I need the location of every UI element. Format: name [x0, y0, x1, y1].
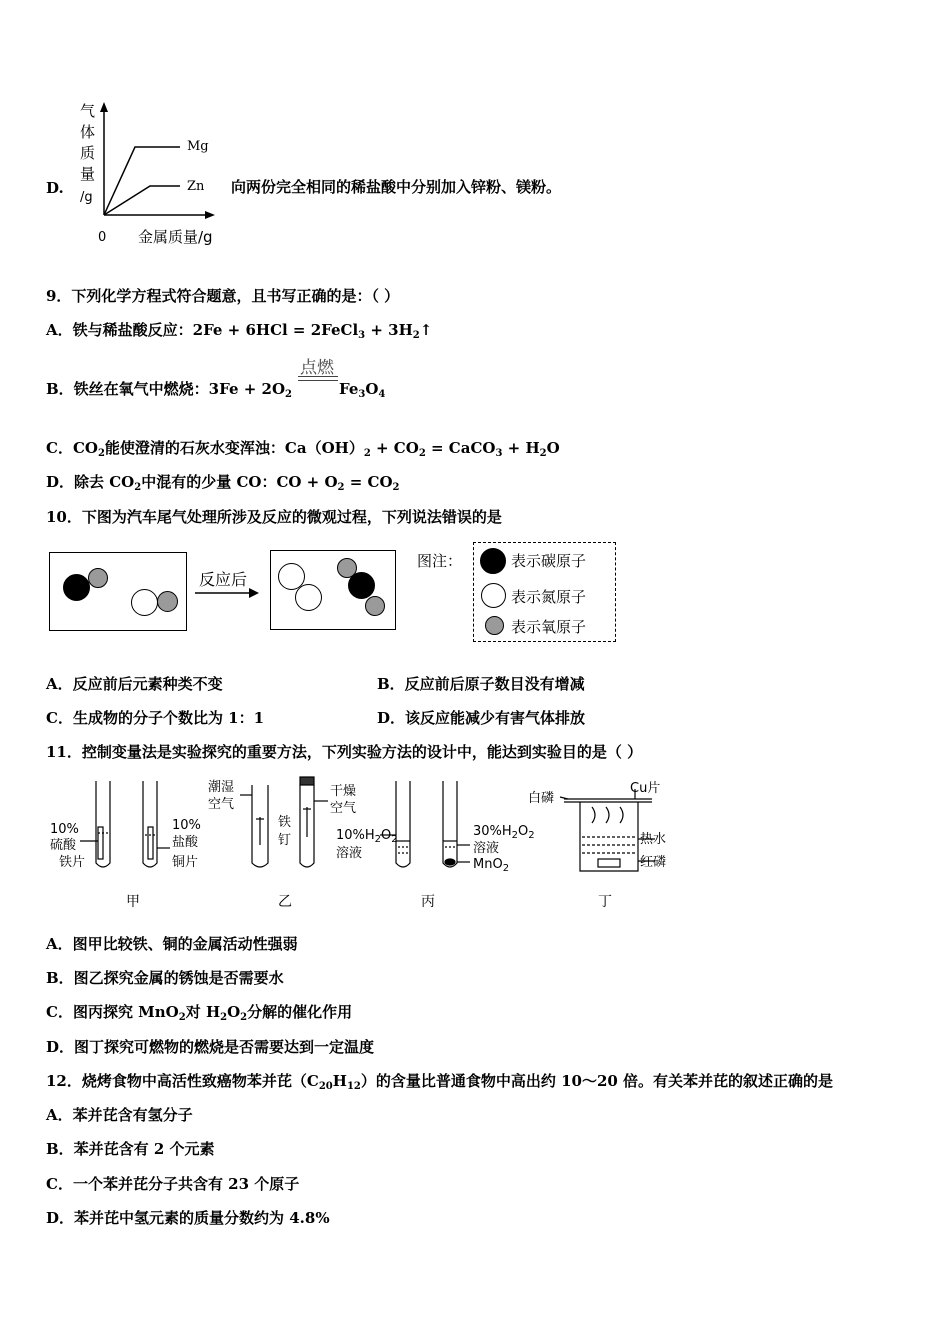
- jia-label-copper: 铜片: [172, 855, 199, 870]
- q9-b-equal-line-1: [298, 376, 338, 377]
- bing-label-right-solution: 溶液: [473, 841, 500, 856]
- after-box: [270, 550, 396, 630]
- q9-c-sub2: 2: [363, 448, 371, 459]
- q10-option-b: B．反应前后原子数目没有增减: [377, 675, 585, 693]
- q9-stem: 9．下列化学方程式符合题意，且书写正确的是：（ ）: [46, 287, 400, 305]
- yi-label-air-1: 空气: [208, 797, 235, 812]
- before-nitrogen-atom: [131, 589, 158, 616]
- yi-tube-2: [300, 777, 328, 867]
- q12-option-b: B．苯并芘含有 2 个元素: [46, 1140, 215, 1158]
- bing-label-left-h2o2: $10\%H_2O_2$: [336, 828, 398, 845]
- x-axis-arrow: [205, 211, 215, 219]
- q9-option-b: [46, 379, 292, 399]
- before-carbon-atom: [63, 574, 90, 601]
- q9-d-sub1: 2: [134, 482, 142, 493]
- q9-c-t3: = CaCO: [425, 439, 496, 457]
- q9-c-t5: O: [546, 439, 560, 457]
- y-axis-char-1: 气: [80, 102, 96, 120]
- q9-c-sub3: 2: [418, 448, 426, 459]
- mg-line: [104, 147, 180, 215]
- after-nitrogen-atom-2: [295, 584, 322, 611]
- q9-b-sub3: 4: [378, 389, 386, 400]
- legend-nitrogen-text: 表示氮原子: [511, 588, 587, 606]
- jia-label-hcl-conc: 10%: [172, 818, 201, 833]
- after-carbon-atom: [348, 572, 375, 599]
- q8-graph-axes: [95, 100, 225, 225]
- yi-label-dry: 干燥: [330, 784, 357, 799]
- reaction-arrow-label: 反应后: [199, 570, 248, 589]
- yi-label-nail: 钉: [278, 833, 292, 848]
- ding-label-red-p: 红磷: [640, 855, 667, 870]
- before-oxygen-atom-1: [88, 568, 108, 588]
- q10-option-d: D．该反应能减少有害气体排放: [377, 709, 586, 727]
- caption-yi: 乙: [278, 894, 292, 910]
- q9-a-sub2: 2: [412, 330, 420, 341]
- before-oxygen-atom-2: [157, 591, 178, 612]
- q11-option-b: B．图乙探究金属的锈蚀是否需要水: [46, 969, 284, 987]
- bing-tube-2: [443, 781, 470, 867]
- q12-option-d: D．苯并芘中氢元素的质量分数约为 4.8%: [46, 1209, 330, 1227]
- legend-oxygen-text: 表示氧原子: [511, 618, 587, 636]
- mg-label: Mg: [187, 139, 209, 154]
- caption-bing: 丙: [421, 894, 435, 910]
- y-axis-char-2: 体: [80, 123, 96, 141]
- q11-option-a: A．图甲比较铁、铜的金属活动性强弱: [46, 935, 298, 953]
- yi-label-moist: 潮湿: [208, 780, 235, 795]
- q9-b-prefix: B．铁丝在氧气中燃烧：3Fe + 2O: [46, 380, 286, 398]
- q9-c-t1: 能使澄清的石灰水变浑浊：Ca（OH）: [104, 439, 364, 457]
- q9-c-sub5: 2: [539, 448, 547, 459]
- q12-option-c: C．一个苯并芘分子共含有 23 个原子: [46, 1175, 300, 1193]
- reaction-arrow: [193, 586, 263, 600]
- legend-title: 图注：: [417, 552, 463, 570]
- ding-label-white-p: 白磷: [528, 791, 555, 806]
- q9-b-condition: 点燃: [300, 358, 334, 378]
- y-axis-arrow: [100, 102, 108, 112]
- legend-oxygen-icon: [485, 616, 504, 635]
- q9-c-t2: + CO: [370, 439, 419, 457]
- q9-a-mid: + 3H: [365, 321, 413, 339]
- q9-c-sub4: 3: [495, 448, 503, 459]
- q8-d-label: D.: [46, 179, 64, 197]
- q9-b-sub2: 3: [358, 389, 366, 400]
- q11-stem: 11．控制变量法是实验探究的重要方法，下列实验方法的设计中，能达到实验目的是（ ）: [46, 743, 643, 761]
- legend-carbon-text: 表示碳原子: [511, 552, 587, 570]
- after-oxygen-atom-2: [365, 596, 385, 616]
- legend-nitrogen-icon: [481, 583, 506, 608]
- q9-c-t4: + H: [502, 439, 540, 457]
- q9-c-sub1: 2: [97, 448, 105, 459]
- jia-label-sulfuric: 硫酸: [50, 838, 77, 853]
- q10-option-a: A．反应前后元素种类不变: [46, 675, 223, 693]
- jia-label-acid-conc: 10%: [50, 822, 79, 837]
- q12-option-a: A．苯并芘含有氢分子: [46, 1106, 193, 1124]
- caption-ding: 丁: [598, 894, 612, 910]
- bing-label-mno2: MnO$_2$: [473, 857, 510, 874]
- q9-d-sub3: 2: [392, 482, 400, 493]
- yi-label-iron: 铁: [278, 815, 292, 830]
- q8-d-text: 向两份完全相同的稀盐酸中分别加入锌粉、镁粉。: [231, 178, 562, 196]
- jia-label-hcl: 盐酸: [172, 835, 199, 850]
- q9-option-d: [46, 472, 400, 492]
- q11-option-c: C．图丙探究 MnO$_2$对 $H_2O_2$分解的催化作用: [46, 1003, 353, 1023]
- caption-jia: 甲: [126, 894, 140, 910]
- q9-a-prefix: A．铁与稀盐酸反应：2Fe + 6HCl = 2FeCl: [46, 321, 359, 339]
- q9-b-sub1: 2: [285, 389, 292, 400]
- origin-label: 0: [98, 230, 107, 245]
- q9-b-product: [339, 379, 385, 399]
- y-axis-unit: /g: [80, 190, 93, 205]
- q10-option-c: C．生成物的分子个数比为 1：1: [46, 709, 265, 727]
- x-axis-label: 金属质量/g: [138, 228, 213, 246]
- y-axis-char-3: 质: [80, 144, 96, 162]
- legend-carbon-icon: [480, 548, 506, 574]
- q9-d-t2: = CO: [344, 473, 393, 491]
- q9-b-product-o: O: [365, 380, 379, 398]
- bing-label-right-h2o2: $30\%H_2O_2$: [473, 824, 535, 841]
- q9-option-a: [46, 320, 432, 340]
- q11-option-d: D．图丁探究可燃物的燃烧是否需要达到一定温度: [46, 1038, 375, 1056]
- zn-label: Zn: [187, 179, 205, 194]
- q9-b-product-fe: Fe: [339, 380, 359, 398]
- q9-a-sub1: 3: [358, 330, 366, 341]
- jia-label-iron: 铁片: [59, 855, 86, 870]
- jia-tube-2: [143, 781, 170, 867]
- q9-d-t1: 中混有的少量 CO：CO + O: [141, 473, 338, 491]
- bing-label-left-solution: 溶液: [336, 846, 363, 861]
- bing-tube-1: [380, 781, 410, 867]
- q10-stem: 10．下图为汽车尾气处理所涉及反应的微观过程，下列说法错误的是: [46, 508, 502, 526]
- q9-c-prefix: C．CO: [46, 439, 98, 457]
- q9-option-c: [46, 438, 560, 458]
- ding-label-hot-water: 热水: [640, 832, 667, 847]
- yi-label-air-2: 空气: [330, 801, 357, 816]
- y-axis-char-4: 量: [80, 165, 96, 183]
- yi-tube-1: [240, 785, 268, 867]
- q9-d-sub2: 2: [337, 482, 345, 493]
- q9-b-equal-line-2: [298, 380, 338, 381]
- q12-stem: 12．烧烤食物中高活性致癌物苯并芘$(C_{20}H_{12})$的含量比普通食物中高出约 10～20 倍。有关苯并芘的叙述正确的是: [46, 1072, 834, 1092]
- q9-a-end: ↑: [419, 321, 433, 339]
- q9-d-prefix: D．除去 CO: [46, 473, 135, 491]
- ding-label-cu: Cu片: [630, 781, 661, 796]
